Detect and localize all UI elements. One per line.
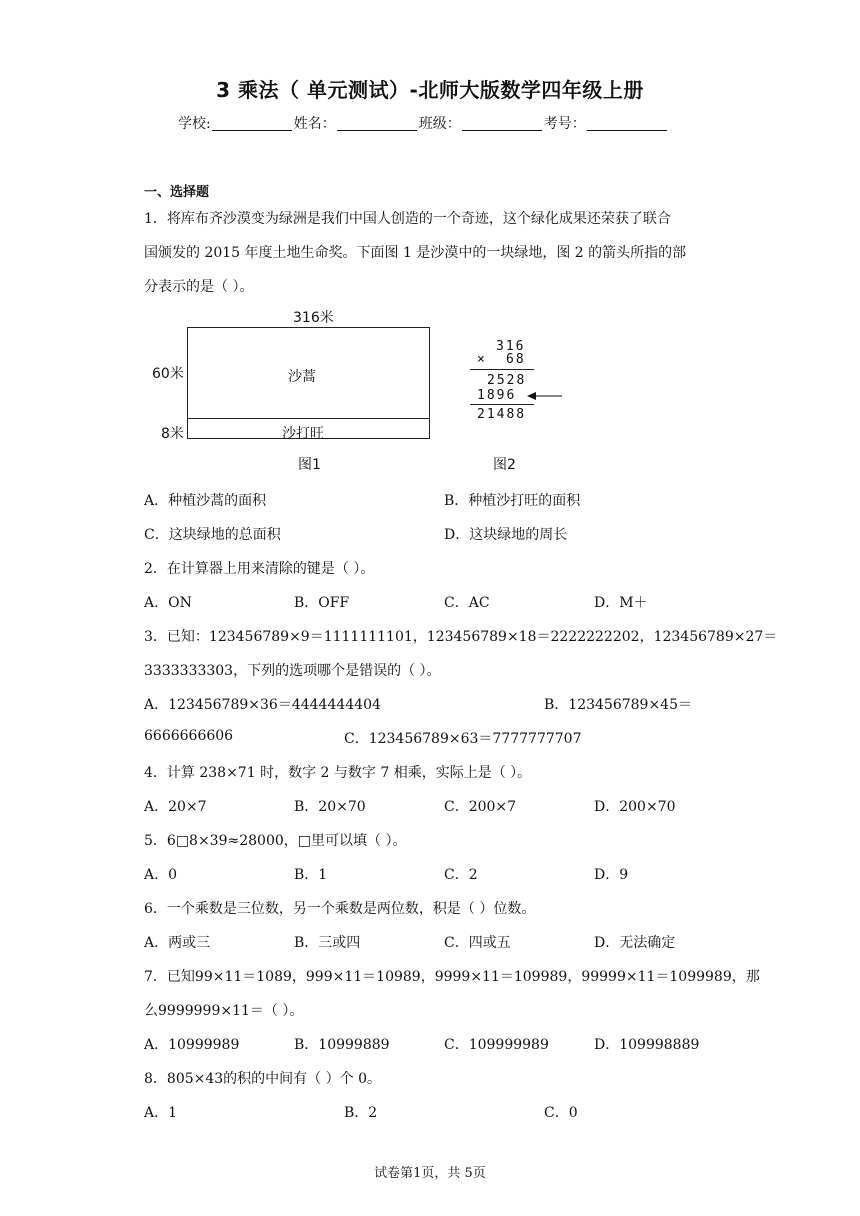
fig2-product: 21488 [477, 407, 527, 422]
name-blank [337, 116, 417, 131]
q7-option-b[interactable]: B．10999889 [294, 1037, 390, 1053]
q3-line2: 3333333303，下列的选项哪个是错误的（ ）。 [144, 663, 441, 679]
fig1-region-top: 沙蒿 [288, 369, 316, 385]
exam-no-label: 考号： [543, 116, 586, 132]
school-label: 学校: [178, 116, 211, 132]
q5-option-d[interactable]: D．9 [594, 867, 629, 883]
section-title: 一、选择题 [144, 185, 210, 200]
class-label: 班级： [418, 116, 461, 132]
q1-option-d[interactable]: D．这块绿地的周长 [444, 527, 568, 543]
q3-option-c[interactable]: C．123456789×63＝7777777707 [344, 731, 582, 747]
q6-option-d[interactable]: D．无法确定 [594, 935, 676, 951]
school-blank [212, 116, 292, 131]
fig2-times-sign: × [477, 352, 487, 367]
q6-option-b[interactable]: B．三或四 [294, 935, 361, 951]
arrow-left-icon [527, 390, 563, 402]
page-footer: 试卷第1页，共 5页 [374, 1166, 486, 1181]
q5-option-b[interactable]: B．1 [294, 867, 328, 883]
q1-option-c[interactable]: C．这块绿地的总面积 [144, 527, 281, 543]
q8-line1: 8．805×43的积的中间有（ ）个 0。 [144, 1071, 381, 1087]
q5-option-c[interactable]: C．2 [444, 867, 478, 883]
page-title: 3 乘法（ 单元测试）-北师大版数学四年级上册 [216, 78, 644, 102]
q7-line2: 么9999999×11＝（ ）。 [144, 1003, 304, 1019]
q1-line1: 1．将库布齐沙漠变为绿洲是我们中国人创造的一个奇迹，这个绿化成果还荣获了联合 [144, 211, 671, 227]
q2-option-a[interactable]: A．ON [144, 595, 192, 611]
fig1-region-bottom: 沙打旺 [282, 426, 324, 442]
fig1-width-label: 316米 [293, 310, 334, 326]
q3-option-b[interactable]: B．123456789×45＝ [544, 697, 692, 713]
q7-option-c[interactable]: C．109999989 [444, 1037, 549, 1053]
q7-option-d[interactable]: D．109998889 [594, 1037, 700, 1053]
q8-option-c[interactable]: C．0 [544, 1105, 578, 1121]
q1-line3: 分表示的是（ ）。 [144, 279, 254, 295]
q1-option-b[interactable]: B．种植沙打旺的面积 [444, 493, 581, 509]
q4-option-c[interactable]: C．200×7 [444, 799, 517, 815]
q2-option-b[interactable]: B．OFF [294, 595, 350, 611]
q5-line1: 5．6□8×39≈28000，□里可以填（ ）。 [144, 833, 407, 849]
q6-option-a[interactable]: A．两或三 [144, 935, 211, 951]
class-blank [462, 116, 542, 131]
q3-option-b-continued[interactable]: 6666666606 [144, 728, 234, 744]
fig1-height-label-bottom: 8米 [161, 426, 184, 442]
q6-option-c[interactable]: C．四或五 [444, 935, 511, 951]
q8-option-a[interactable]: A．1 [144, 1105, 178, 1121]
fig2-partial2: 1896 [477, 388, 517, 403]
student-info-line [178, 113, 669, 133]
q8-option-b[interactable]: B．2 [344, 1105, 378, 1121]
q6-line1: 6．一个乘数是三位数，另一个乘数是两位数，积是（ ）位数。 [144, 901, 536, 917]
q1-line2: 国颁发的 2015 年度土地生命奖。下面图 1 是沙漠中的一块绿地，图 2 的箭头所指的部 [144, 245, 687, 261]
exam-no-blank [587, 116, 667, 131]
fig1-divider [187, 418, 430, 419]
fig2-rule-1 [470, 369, 534, 370]
q3-line1: 3．已知：123456789×9＝1111111101，123456789×18＝2222222202，123456789×27＝ [144, 629, 778, 645]
fig2-partial1: 2528 [487, 373, 527, 388]
q2-line1: 2．在计算器上用来清除的键是（ ）。 [144, 561, 375, 577]
q1-option-a[interactable]: A．种植沙蒿的面积 [144, 493, 267, 509]
fig1-caption: 图1 [298, 457, 321, 473]
fig2-rule-2 [470, 404, 534, 405]
q5-option-a[interactable]: A．0 [144, 867, 178, 883]
fig2-multiplicand: 316 [496, 339, 526, 354]
q2-option-c[interactable]: C．AC [444, 595, 490, 611]
q4-option-d[interactable]: D．200×70 [594, 799, 676, 815]
fig2-caption: 图2 [493, 457, 516, 473]
q2-option-d[interactable]: D．M＋ [594, 595, 648, 611]
q7-option-a[interactable]: A．10999989 [144, 1037, 240, 1053]
q4-line1: 4．计算 238×71 时，数字 2 与数字 7 相乘，实际上是（ ）。 [144, 765, 532, 781]
fig2-multiplier: 68 [506, 352, 526, 367]
q7-line1: 7．已知99×11＝1089，999×11＝10989，9999×11＝109989，99999×11＝1099989，那 [144, 969, 760, 985]
q3-option-a[interactable]: A．123456789×36＝4444444404 [144, 697, 381, 713]
q4-option-b[interactable]: B．20×70 [294, 799, 366, 815]
fig1-height-label-top: 60米 [152, 366, 184, 382]
q4-option-a[interactable]: A．20×7 [144, 799, 207, 815]
name-label: 姓名： [293, 116, 336, 132]
